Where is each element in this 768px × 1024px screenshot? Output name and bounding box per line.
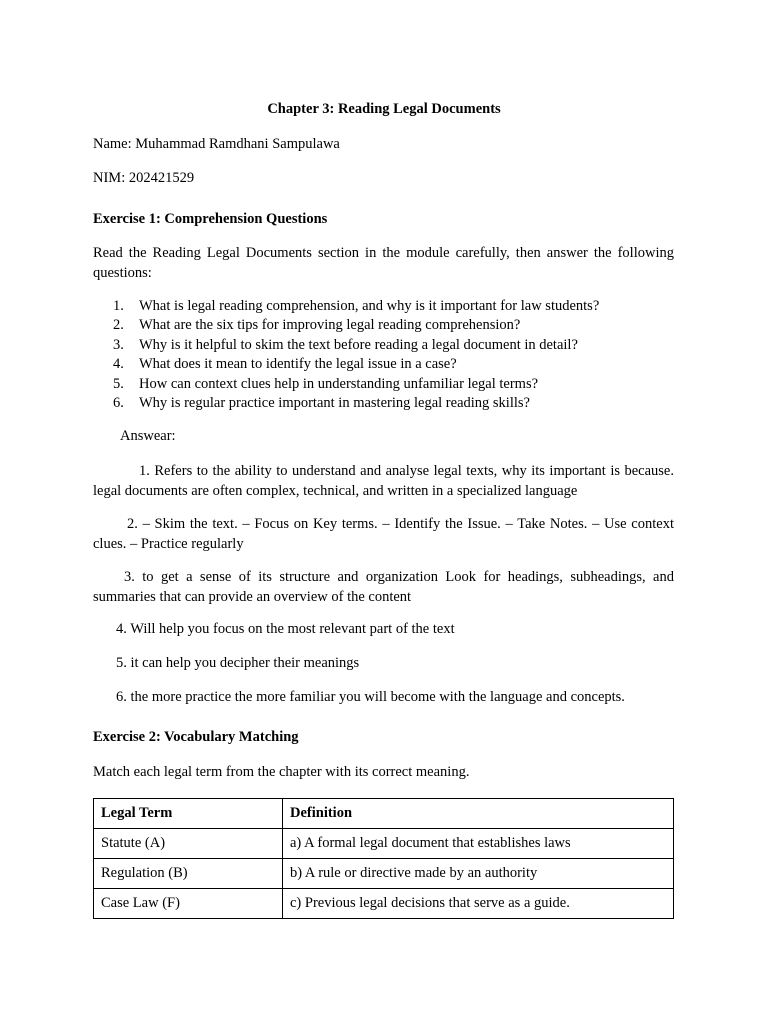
- table-cell-term: Case Law (F): [94, 889, 283, 919]
- answer-6: 6. the more practice the more familiar you will become with the language and concepts.: [116, 689, 625, 705]
- list-item: [93, 316, 599, 335]
- list-item: [93, 355, 599, 374]
- question-number: 2.: [113, 317, 124, 334]
- answer-2: 2. – Skim the text. – Focus on Key terms. – Identify the Issue. – Take Notes. – Use context clues. – Practice regularly: [93, 516, 674, 552]
- exercise1-instruction: Read the Reading Legal Documents section in the module carefully, then answer the following questions:: [93, 245, 674, 281]
- header-definition: Definition: [283, 799, 674, 829]
- question-list: [93, 297, 599, 413]
- answer-1: 1. Refers to the ability to understand and analyse legal texts, why its important is because. legal documents are often complex, technical, and written in a specialized language: [93, 463, 674, 499]
- question-number: 3.: [113, 336, 124, 353]
- list-item: [93, 394, 599, 413]
- answer-label: Answear:: [120, 428, 176, 444]
- question-text: What does it mean to identify the legal issue in a case?: [139, 356, 457, 373]
- answer-4: 4. Will help you focus on the most relevant part of the text: [116, 621, 455, 637]
- question-text: Why is regular practice important in mastering legal reading skills?: [139, 394, 530, 411]
- exercise1-heading: Exercise 1: Comprehension Questions: [93, 211, 328, 227]
- question-number: 6.: [113, 394, 124, 411]
- answer-5: 5. it can help you decipher their meanings: [116, 655, 360, 671]
- question-number: 1.: [113, 298, 124, 314]
- table-row: [94, 889, 674, 919]
- table-cell-definition: a) A formal legal document that establishes laws: [283, 829, 674, 859]
- question-number: 4.: [113, 356, 124, 373]
- student-name: Name: Muhammad Ramdhani Sampulawa: [93, 136, 340, 152]
- table-row: [94, 829, 674, 859]
- student-nim: NIM: 202421529: [93, 170, 195, 186]
- question-text: How can context clues help in understanding unfamiliar legal terms?: [139, 375, 539, 392]
- list-item: [93, 336, 599, 355]
- question-text: What are the six tips for improving legal reading comprehension?: [139, 317, 521, 334]
- table-cell-definition: b) A rule or directive made by an authority: [283, 859, 674, 889]
- table-header-row: [94, 799, 674, 829]
- vocabulary-table: [93, 798, 674, 919]
- list-item: [93, 375, 599, 394]
- table-cell-term: Statute (A): [94, 829, 283, 859]
- document-title: Chapter 3: Reading Legal Documents: [267, 101, 501, 117]
- list-item: [93, 297, 599, 316]
- table-cell-definition: c) Previous legal decisions that serve as a guide.: [283, 889, 674, 919]
- question-number: 5.: [113, 375, 124, 392]
- exercise2-instruction: Match each legal term from the chapter with its correct meaning.: [93, 764, 470, 780]
- question-text: What is legal reading comprehension, and why is it important for law students?: [139, 298, 600, 314]
- table-row: [94, 859, 674, 889]
- exercise2-heading: Exercise 2: Vocabulary Matching: [93, 729, 299, 745]
- header-legal-term: Legal Term: [94, 799, 283, 829]
- table-cell-term: Regulation (B): [94, 859, 283, 889]
- question-text: Why is it helpful to skim the text before reading a legal document in detail?: [139, 336, 578, 353]
- answer-3: 3. to get a sense of its structure and organization Look for headings, subheadings, and summaries that can provide an overview of the content: [93, 569, 674, 605]
